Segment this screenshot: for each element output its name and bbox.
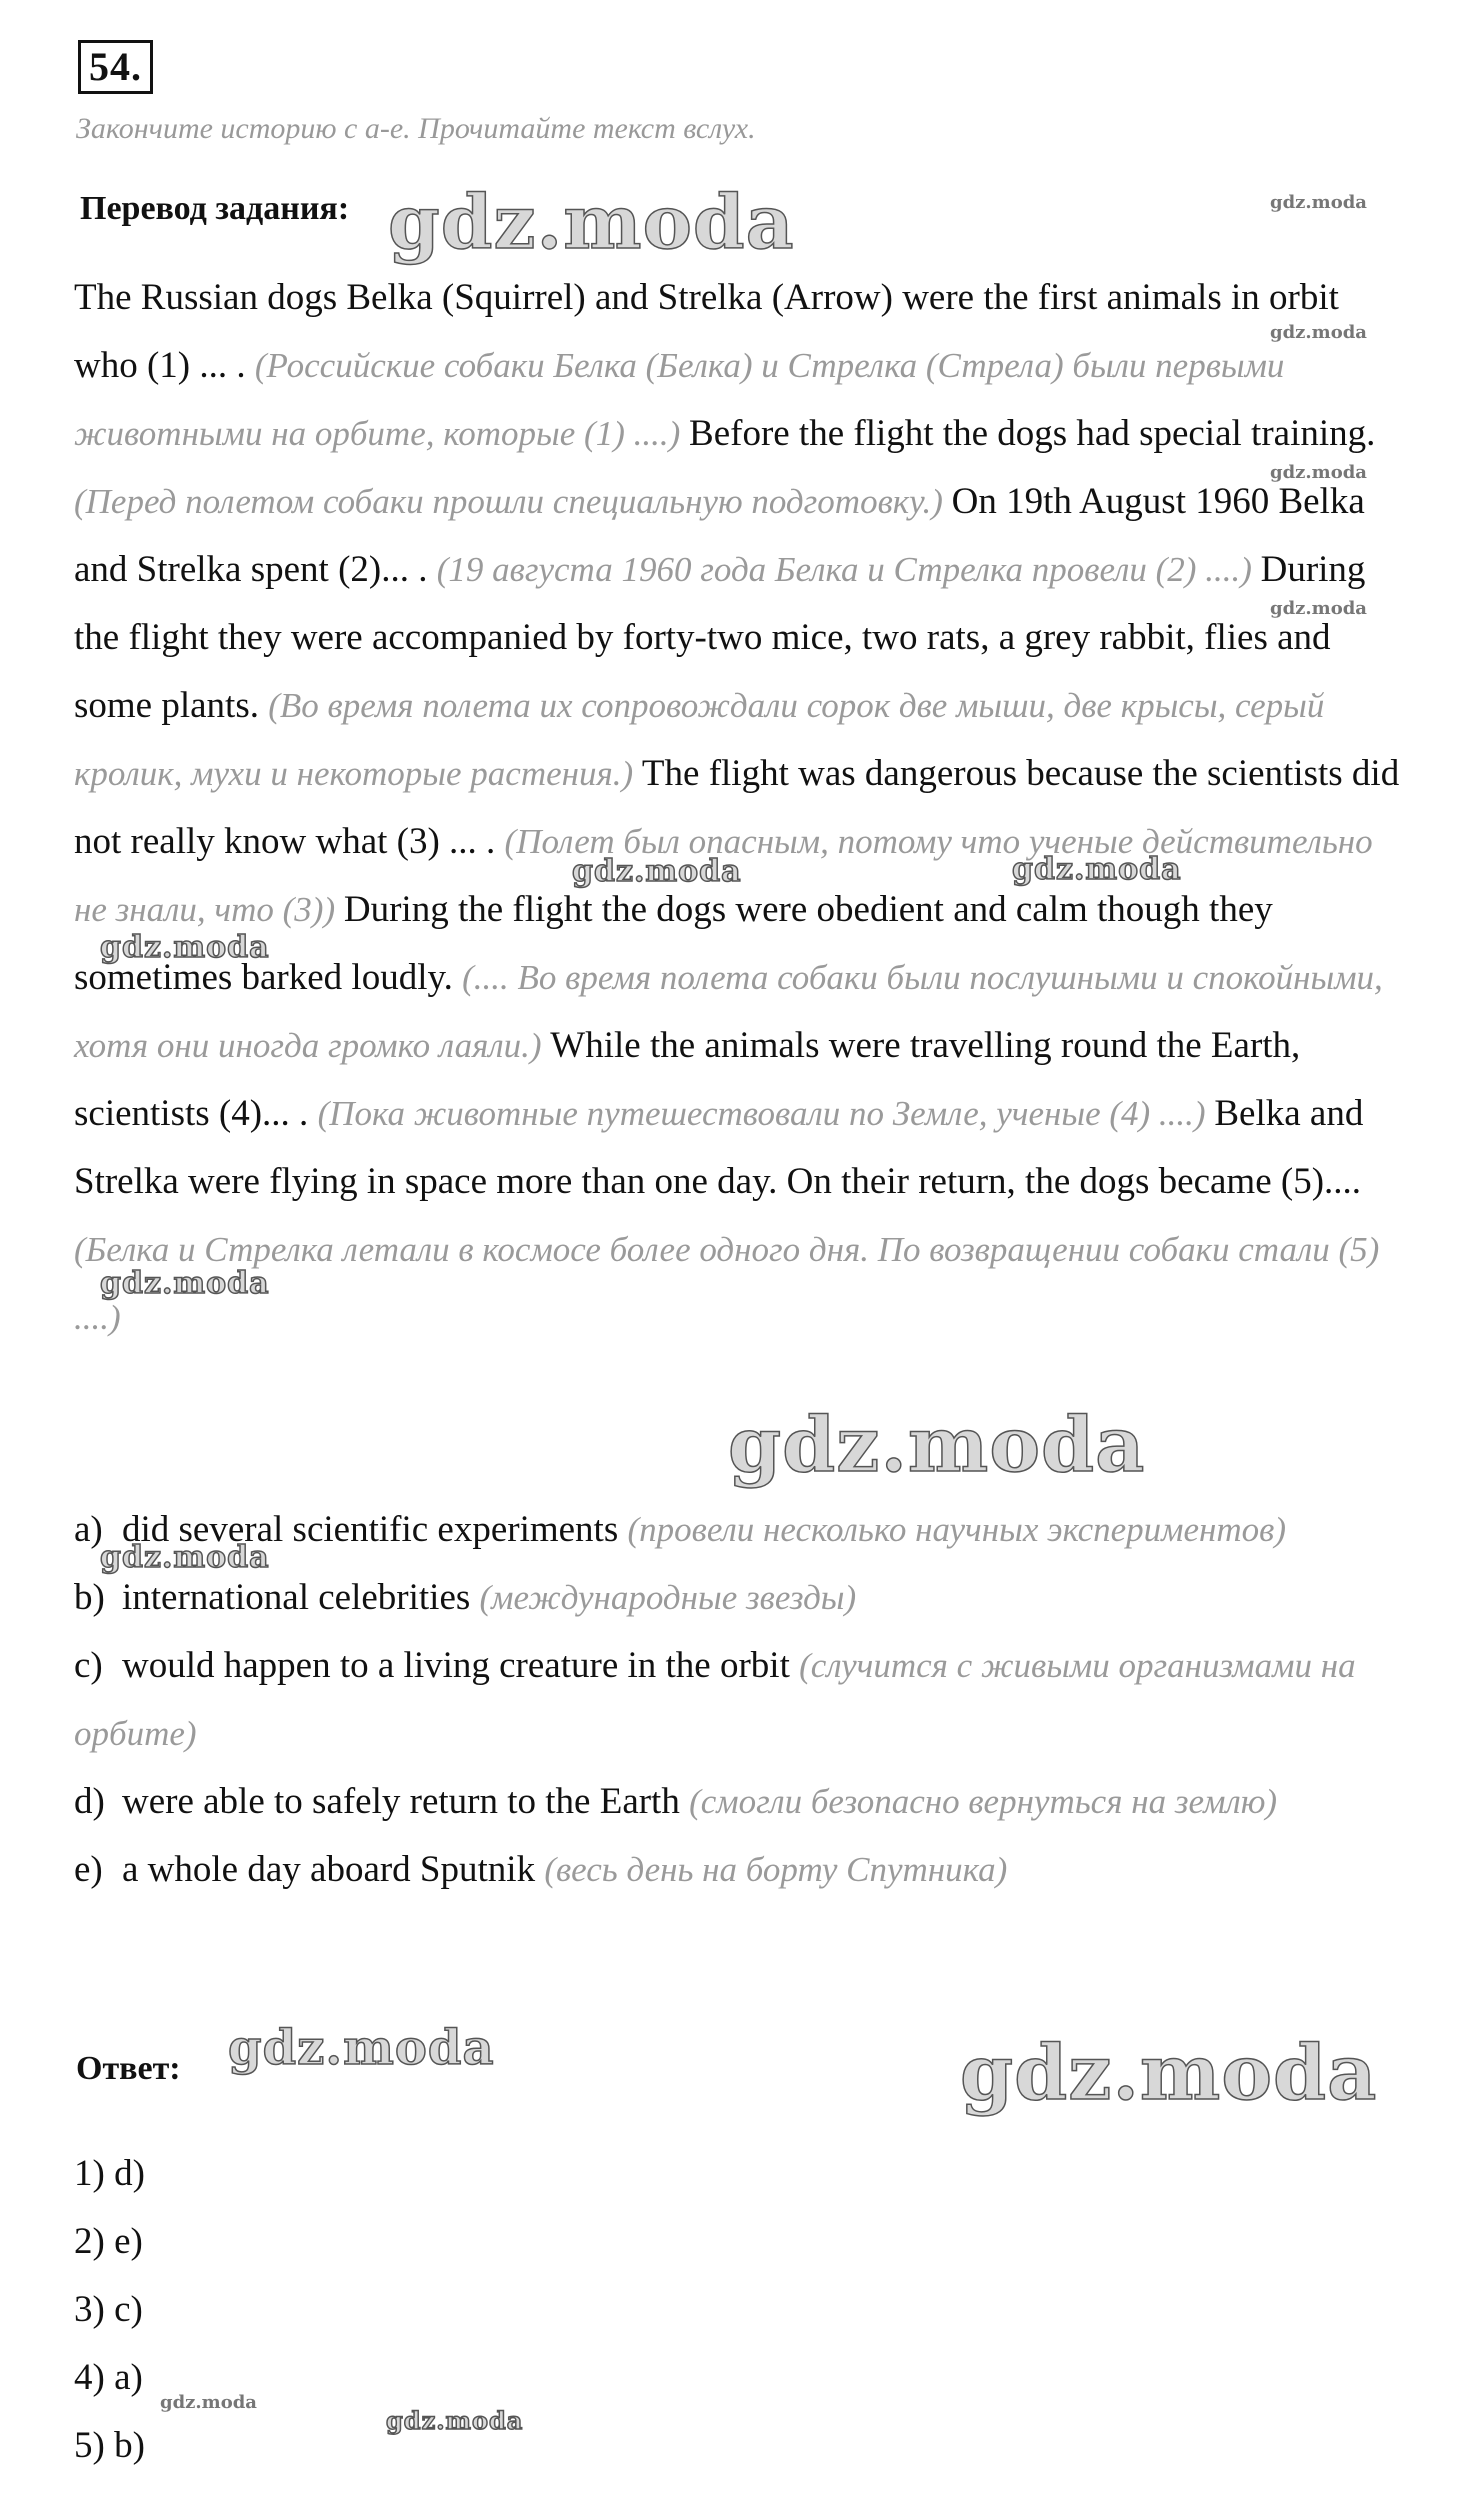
- option-russian: (международные звезды): [479, 1578, 857, 1617]
- russian-translation: (Перед полетом собаки прошли специальную подготовку.): [74, 482, 952, 521]
- watermark-tiny: gdz.moda: [1270, 322, 1367, 343]
- watermark-medium: gdz.moda: [228, 2020, 495, 2076]
- english-sentence: During the flight they were accompanied by forty-two mice, two rats, a grey rabbit, flies and some plants.: [74, 549, 1366, 726]
- option-russian: (случится с живыми организмами на орбите): [74, 1646, 1356, 1753]
- answer-label: Ответ:: [76, 2050, 181, 2087]
- answer-item: 1) d): [74, 2153, 145, 2194]
- option-english: did several scientific experiments: [122, 1509, 628, 1550]
- option-item: [74, 1768, 1404, 1836]
- option-item: [74, 1496, 1404, 1564]
- russian-translation: (Полет был опасным, потому что ученые действительно не знали, что (3)): [74, 822, 1373, 929]
- russian-translation: (.... Во время полета собаки были послушными и спокойными, хотя они иногда громко лаяли.): [74, 958, 1383, 1065]
- english-sentence: On 19th August 1960 Belka and Strelka spent (2)... .: [74, 481, 1365, 590]
- russian-translation: (Во время полета их сопровождали сорок две мыши, две крысы, серый кролик, мухи и некоторые растения.): [74, 686, 1325, 793]
- watermark-large: gdz.moda: [388, 180, 795, 266]
- option-item: [74, 1836, 1404, 1904]
- watermark-tiny: gdz.moda: [1270, 192, 1367, 213]
- option-russian: (смогли безопасно вернуться на землю): [689, 1782, 1278, 1821]
- watermark-tiny: gdz.moda: [1270, 598, 1367, 619]
- option-letter: d): [74, 1781, 105, 1822]
- option-letter: e): [74, 1849, 103, 1890]
- option-letter: a): [74, 1509, 103, 1550]
- watermark-medium: gdz.moda: [100, 1540, 270, 1575]
- english-sentence: Belka and Strelka were flying in space more than one day. On their return, the dogs became (5)....: [74, 1093, 1364, 1202]
- watermark-small: gdz.moda: [386, 2406, 524, 2435]
- option-english: a whole day aboard Sputnik: [122, 1849, 545, 1890]
- option-russian: (провели несколько научных экспериментов): [627, 1510, 1287, 1549]
- exercise-number: 54.: [78, 40, 153, 94]
- watermark-medium: gdz.moda: [100, 1266, 270, 1301]
- answer-item: 2) e): [74, 2221, 143, 2262]
- translation-label: Перевод задания:: [80, 190, 350, 227]
- watermark-medium: gdz.moda: [1012, 852, 1182, 887]
- answers-list: [74, 2140, 145, 2480]
- story-text: [74, 264, 1404, 1352]
- option-english: would happen to a living creature in the orbit: [122, 1645, 800, 1686]
- answer-item: 4) a): [74, 2357, 143, 2398]
- option-english: international celebrities: [122, 1577, 480, 1618]
- watermark-medium: gdz.moda: [572, 854, 742, 889]
- watermark-tiny: gdz.moda: [1270, 462, 1367, 483]
- watermark-medium: gdz.moda: [100, 930, 270, 965]
- option-english: were able to safely return to the Earth: [122, 1781, 690, 1822]
- option-russian: (весь день на борту Спутника): [544, 1850, 1008, 1889]
- english-sentence: Before the flight the dogs had special training.: [689, 413, 1376, 454]
- answer-item: 3) c): [74, 2289, 143, 2330]
- option-item: [74, 1632, 1404, 1768]
- watermark-large: gdz.moda: [960, 2028, 1378, 2117]
- answer-item: 5) b): [74, 2425, 145, 2466]
- instruction: Закончите историю с a-e. Прочитайте текст вслух.: [76, 112, 756, 145]
- options-list: [74, 1496, 1404, 1904]
- watermark-tiny: gdz.moda: [160, 2392, 257, 2413]
- option-letter: c): [74, 1645, 103, 1686]
- english-sentence: The flight was dangerous because the scientists did not really know what (3) ... .: [74, 753, 1400, 862]
- watermark-large: gdz.moda: [728, 1400, 1146, 1489]
- russian-translation: (Пока животные путешествовали по Земле, ученые (4) ....): [317, 1094, 1215, 1133]
- option-item: [74, 1564, 1404, 1632]
- option-letter: b): [74, 1577, 105, 1618]
- russian-translation: (Белка и Стрелка летали в космосе более одного дня. По возвращении собаки стали (5) ....): [74, 1230, 1380, 1337]
- english-sentence: The Russian dogs Belka (Squirrel) and Strelka (Arrow) were the first animals in orbit who (1) ... .: [74, 277, 1339, 386]
- english-sentence: During the flight the dogs were obedient and calm though they sometimes barked loudly.: [74, 889, 1273, 998]
- russian-translation: (Российские собаки Белка (Белка) и Стрелка (Стрела) были первыми животными на орбите, которые (1) ....): [74, 346, 1285, 453]
- russian-translation: (19 августа 1960 года Белка и Стрелка провели (2) ....): [436, 550, 1261, 589]
- english-sentence: While the animals were travelling round the Earth, scientists (4)... .: [74, 1025, 1301, 1134]
